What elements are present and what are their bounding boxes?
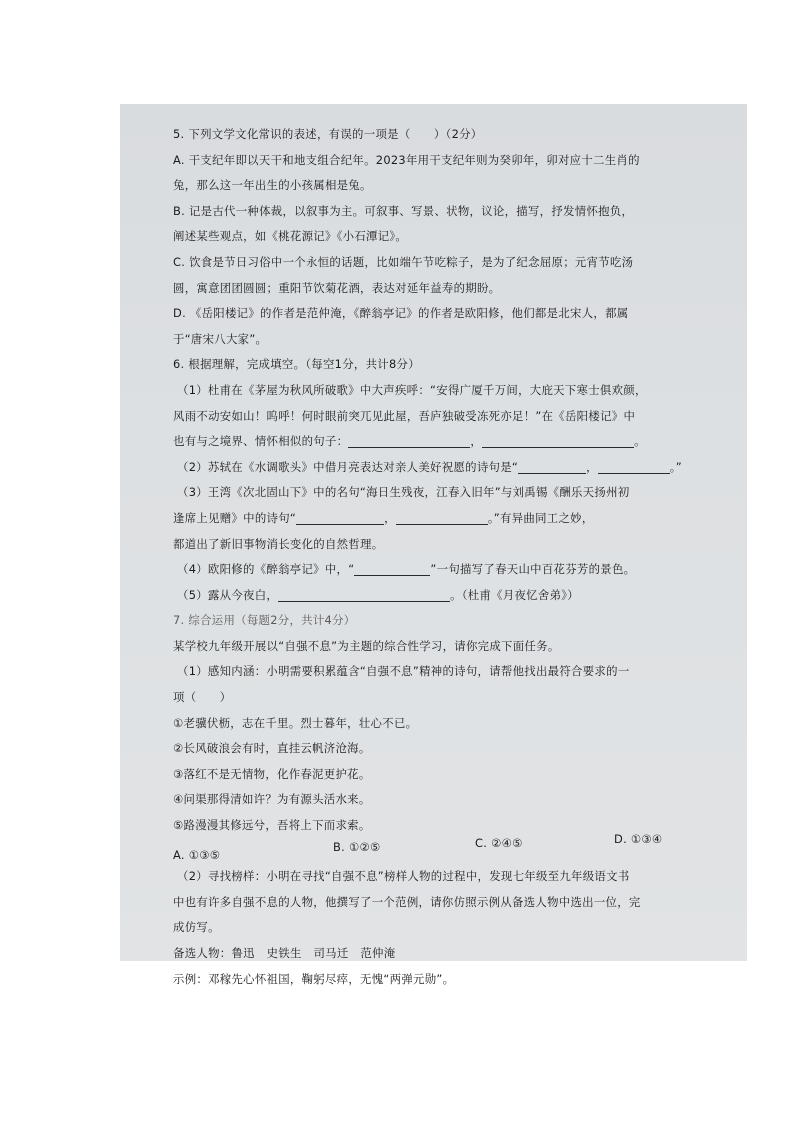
exam-content [173,122,733,992]
q6-sub5-tail: 。（杜甫《月夜忆舍弟》） [450,587,579,602]
q6-sub2 [173,455,733,481]
q6-sub4-tail: ”一句描写了春天山中百花芬芳的景色。 [430,562,636,577]
choice-a[interactable]: A. ①③⑤ [173,847,221,862]
poem-line-2: ②长风破浪会有时，直挂云帆济沧海。 [173,741,371,756]
q6-stem: 6. 根据理解，完成填空。（每空1分，共计8分） [173,357,420,372]
punctuation: ， [470,434,483,449]
choice-d[interactable]: D. ①③④ [614,831,663,846]
q5-option-c-line1: C. 饮食是节日习俗中一个永恒的话题，比如端午节吃粽子，是为了纪念屈原；元宵节吃汤 [173,254,634,269]
candidate-name: 司马迁 [313,946,349,960]
q5-stem: 5. 下列文学文化常识的表述，有误的一项是（ ）（2分） [173,127,483,141]
q5-option-b-line2: 阐述某些观点，如《桃花源记》《小石潭记》。 [173,229,408,244]
q5-option-c-line2: 圆，寓意团团圆圆；重阳节饮菊花酒，表达对延年益寿的期盼。 [173,280,501,295]
poem-line-5: ⑤路漫漫其修远兮，吾将上下而求索。 [173,818,371,833]
answer-blank[interactable] [354,561,430,576]
answer-blank[interactable] [296,510,384,525]
candidate-name: 范仲淹 [360,946,396,960]
candidate-list [173,941,733,967]
poem-line-3: ③落红不是无情物，化作春泥更护花。 [173,766,371,781]
choice-b[interactable]: B. ①②⑤ [333,839,381,854]
q6-sub3-prompt: 逢席上见赠》中的诗句“ [173,510,297,525]
q7-choices [173,831,733,865]
q6-sub5 [173,583,733,609]
q5-option-b-line1: B. 记是古代一种体裁，以叙事为主。可叙事、写景、状物，议论，描写，抒发情怀抱负， [173,203,634,218]
candidate-name: 史铁生 [266,946,302,960]
candidate-label: 备选人物： [173,946,232,960]
q7-intro: 某学校九年级开展以“自强不息”为主题的综合性学习，请你完成下面任务。 [173,638,560,653]
poem-line-1: ①老骥伏枥，志在千里。烈士暮年，壮心不已。 [173,715,418,730]
q6-sub5-prompt: （5）露从今夜白， [177,587,279,602]
q6-sub4-prompt: （4）欧阳修的《醉翁亭记》中，“ [177,562,355,577]
answer-blank[interactable] [396,510,488,525]
q6-sub1-line2: 风雨不动安如山！呜呼！何时眼前突兀见此屋，吾庐独破受冻死亦足！”在《岳阳楼记》中 [173,408,636,423]
punctuation: 。” [669,459,682,474]
q6-sub2-prompt: （2）苏轼在《水调歌头》中借月亮表达对亲人美好祝愿的诗句是“ [177,459,519,474]
q5-option-a-line2: 兔，那么这一年出生的小孩属相是兔。 [173,178,372,193]
punctuation: ， [384,510,396,525]
q7-task1-line2: 项（ ） [173,690,232,705]
scanned-exam-page [120,104,747,986]
q6-sub1-prompt: 也有与之境界、情怀相似的句子： [173,434,349,449]
q6-sub1-line3 [173,429,733,455]
q5-option-d-line1: D. 《岳阳楼记》的作者是范仲淹，《醉翁亭记》的作者是欧阳修，他们都是北宋人，都属 [173,306,629,321]
q5-option-d-line2: 于“唐宋八大家”。 [173,331,268,346]
q6-sub3-line1: （3）王湾《次北固山下》中的名句“海日生残夜，江春入旧年”与刘禹锡《酬乐天扬州初 [177,485,630,500]
example-sentence: 示例：邓稼先心怀祖国，鞠躬尽瘁，无愧“两弹元勋”。 [173,971,455,986]
answer-blank[interactable] [348,433,470,448]
q6-sub1-line1: （1）杜甫在《茅屋为秋风所破歌》中大声疾呼：“安得广厦千万间，大庇天下寒士俱欢颜， [177,382,647,397]
punctuation: 。 [634,434,646,449]
q7-task1-line1: （1）感知内涵：小明需要积累蕴含“自强不息”精神的诗句，请帮他找出最符合要求的一 [177,664,630,679]
answer-blank[interactable] [482,433,634,448]
answer-blank[interactable] [278,587,450,602]
q7-stem: 7. 综合运用（每题2分，共计4分） [173,613,356,628]
punctuation: ， [586,459,598,474]
q6-sub4 [173,557,733,583]
candidate-name: 鲁迅 [231,946,255,960]
q7-task2-line1: （2）寻找榜样：小明在寻找“自强不息”榜样人物的过程中，发现七年级至九年级语文书 [177,869,630,884]
answer-blank[interactable] [598,459,670,474]
answer-blank[interactable] [518,459,586,474]
q7-task2-line2: 中也有许多自强不息的人物，他撰写了一个范例，请你仿照示例从备选人物中选出一位，完 [173,894,641,909]
q7-task2-line3: 成仿写。 [173,920,220,935]
q6-sub3-line2 [173,506,733,532]
q6-sub3-tail: 。”有异曲同工之妙， [487,510,594,525]
choice-c[interactable]: C. ②④⑤ [475,835,523,850]
poem-line-4: ④问渠那得清如许？为有源头活水来。 [173,792,371,807]
q5-option-a-line1: A. 干支纪年即以天干和地支组合纪年。2023年用干支纪年则为癸卯年，卯对应十二生肖的 [173,152,640,167]
q6-sub3-line3: 都道出了新旧事物消长变化的自然哲理。 [173,536,384,551]
